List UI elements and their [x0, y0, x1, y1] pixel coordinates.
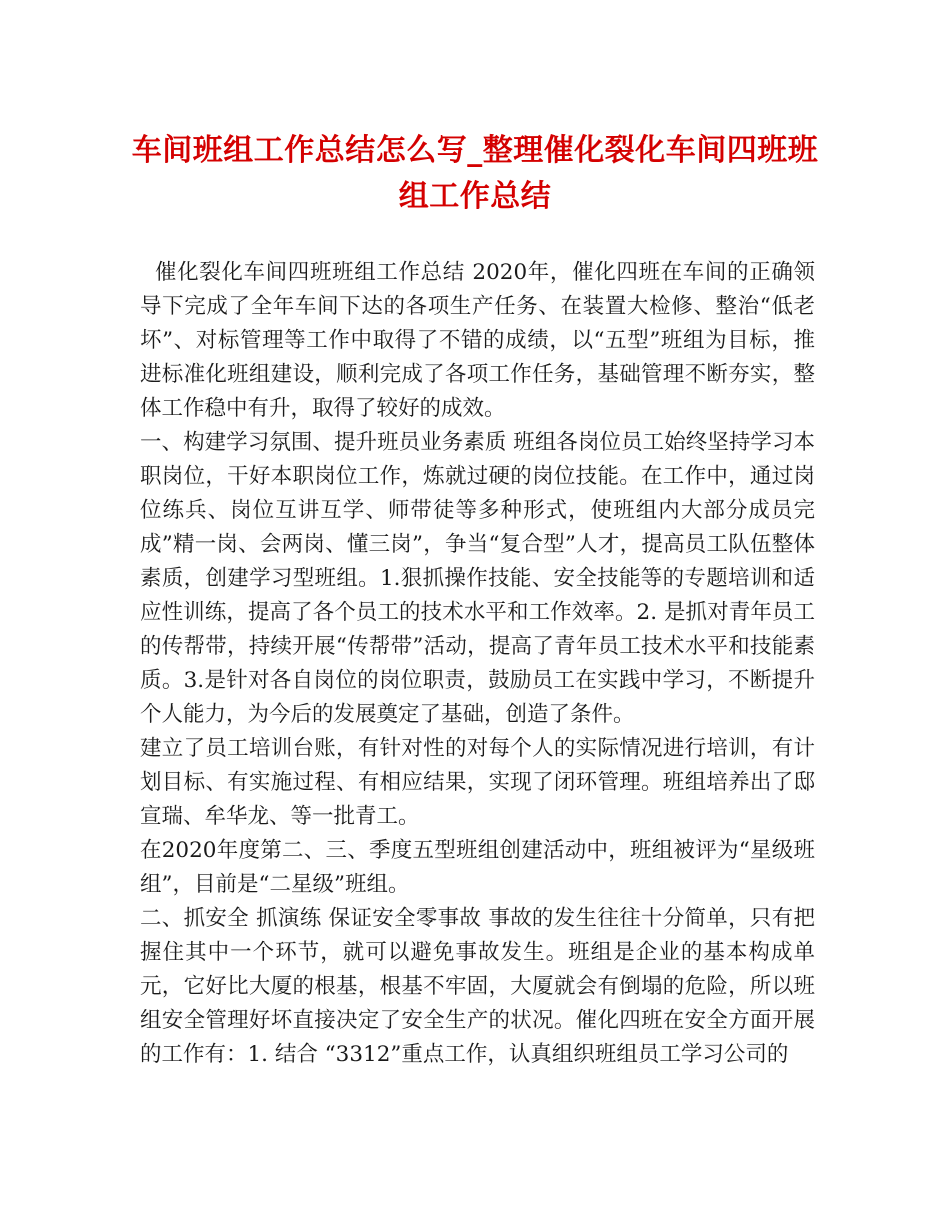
paragraph-award: 在2020年度第二、三、季度五型班组创建活动中，班组被评为“星级班组”，目前是“二星级”班组。: [140, 838, 815, 897]
paragraph-training: 建立了员工培训台账，有针对性的对每个人的实际情况进行培训，有计划目标、有实施过程、有相应结果，实现了闭环管理。班组培养出了邸宣瑞、牟华龙、等一批青工。: [140, 736, 815, 829]
paragraph-section-1: 一、构建学习氛围、提升班员业务素质 班组各岗位员工始终坚持学习本职岗位，干好本职岗位工作，炼就过硬的岗位技能。在工作中，通过岗位练兵、岗位互讲互学、师带徒等多种形式，使班组内大部分成员完成”精一岗、会两岗、懂三岗”，争当“复合型”人才，提高员工队伍整体素质，创建学习型班组。1.狠抓操作技能、安全技能等的专题培训和适应性训练，提高了各个员工的技术水平和工作效率。2. 是抓对青年员工的传帮带，持续开展“传帮带”活动，提高了青年员工技术水平和技能素质。3.是针对各自岗位的岗位职责，鼓励员工在实践中学习，不断提升个人能力，为今后的发展奠定了基础，创造了条件。: [140, 430, 815, 727]
document-body: [140, 256, 815, 1072]
paragraph-intro: 催化裂化车间四班班组工作总结 2020年，催化四班在车间的正确领导下完成了全年车间下达的各项生产任务、在装置大检修、整治“低老坏”、对标管理等工作中取得了不错的成绩，以“五型”班组为目标，推进标准化班组建设，顺利完成了各项工作任务，基础管理不断夯实，整体工作稳中有升，取得了较好的成效。: [140, 260, 815, 421]
document-title: 车间班组工作总结怎么写_整理催化裂化车间四班班组工作总结: [131, 133, 819, 214]
paragraph-section-2: 二、抓安全 抓演练 保证安全零事故 事故的发生往往十分简单，只有把握住其中一个环节，就可以避免事故发生。班组是企业的基本构成单元，它好比大厦的根基，根基不牢固，大厦就会有倒塌的危险，所以班组安全管理好坏直接决定了安全生产的状况。催化四班在安全方面开展的工作有：1. 结合 “3312”重点工作，认真组织班组员工学习公司的: [140, 906, 815, 1067]
